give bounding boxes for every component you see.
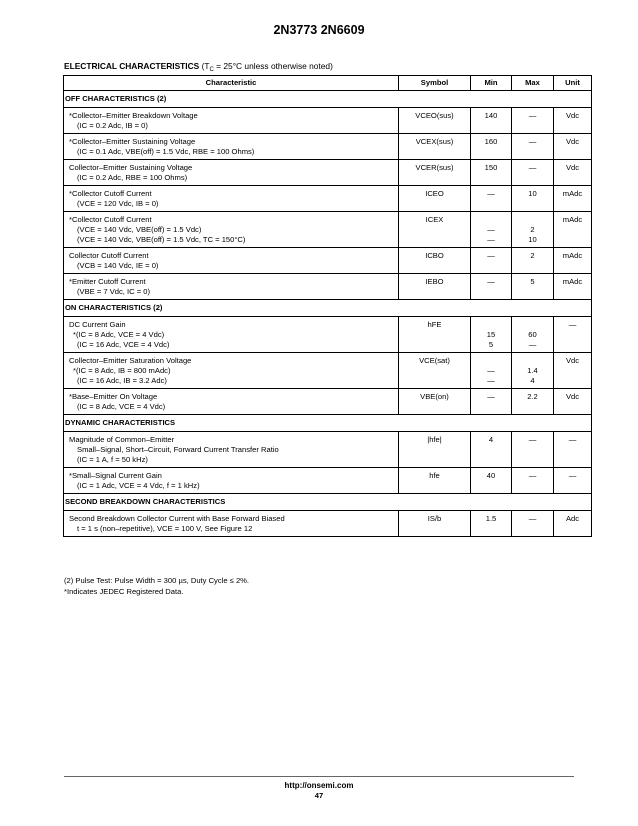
unit-cell: — [554, 468, 592, 494]
electrical-characteristics-table [63, 75, 592, 537]
table-row [64, 108, 592, 134]
unit-cell: — [554, 317, 592, 353]
symbol-cell: VBE(on) [399, 389, 471, 415]
test-condition: (IC = 0.1 Adc, VBE(off) = 1.5 Vdc, RBE = 100 Ohms) [77, 147, 255, 156]
characteristic-cell [64, 108, 399, 134]
max-cell: — [512, 160, 554, 186]
symbol-cell: VCEX(sus) [399, 134, 471, 160]
max-cell: 5 [512, 274, 554, 300]
test-condition: (IC = 0.2 Adc, IB = 0) [77, 121, 148, 130]
test-condition: (IC = 1 Adc, VCE = 4 Vdc, f = 1 kHz) [77, 481, 200, 490]
table-row [64, 468, 592, 494]
test-condition: (IC = 16 Adc, IB = 3.2 Adc) [77, 376, 167, 385]
table-row [64, 353, 592, 389]
min-cell: 160 [471, 134, 512, 160]
table-row [64, 160, 592, 186]
min-value: — [487, 376, 495, 385]
characteristic-cell [64, 432, 399, 468]
characteristic-name: *Collector–Emitter Breakdown Voltage [69, 111, 198, 120]
characteristic-name: *Collector Cutoff Current [69, 215, 152, 224]
max-cell [512, 353, 554, 389]
characteristic-cell [64, 134, 399, 160]
test-condition: (VCE = 120 Vdc, IB = 0) [77, 199, 159, 208]
test-condition: (VCE = 140 Vdc, VBE(off) = 1.5 Vdc, TC = 150°C) [77, 235, 246, 244]
min-cell: 4 [471, 432, 512, 468]
symbol-cell: hFE [399, 317, 471, 353]
spacer [471, 320, 511, 330]
test-condition: *(IC = 8 Adc, IB = 800 mAdc) [73, 366, 171, 375]
characteristic-name: Second Breakdown Collector Current with Base Forward Biased [69, 514, 285, 523]
min-value: — [487, 366, 495, 375]
group-label: DYNAMIC CHARACTERISTICS [64, 415, 592, 432]
test-condition: (IC = 16 Adc, VCE = 4 Vdc) [77, 340, 170, 349]
max-value: 4 [530, 376, 535, 385]
min-value: 5 [488, 340, 494, 349]
min-cell: 150 [471, 160, 512, 186]
symbol-cell: |hfe| [399, 432, 471, 468]
table-body [64, 91, 592, 537]
unit-cell: mAdc [554, 274, 592, 300]
symbol-cell: ICEX [399, 212, 471, 248]
group-label: SECOND BREAKDOWN CHARACTERISTICS [64, 494, 592, 511]
max-value: — [528, 340, 537, 349]
max-value: 60 [528, 330, 537, 339]
symbol-cell: VCER(sus) [399, 160, 471, 186]
min-cell [471, 317, 512, 353]
section-title: ELECTRICAL CHARACTERISTICS [64, 61, 200, 71]
test-condition: *(IC = 8 Adc, VCE = 4 Vdc) [73, 330, 165, 339]
characteristic-cell [64, 160, 399, 186]
characteristic-cell [64, 511, 399, 537]
page-footer [64, 776, 574, 800]
min-cell [471, 212, 512, 248]
table-row [64, 432, 592, 468]
group-header-row [64, 415, 592, 432]
min-cell [471, 353, 512, 389]
group-label: OFF CHARACTERISTICS (2) [64, 91, 592, 108]
max-cell: 2 [512, 248, 554, 274]
symbol-cell: ICEO [399, 186, 471, 212]
min-value: 15 [486, 330, 496, 339]
characteristic-cell [64, 274, 399, 300]
symbol-cell: IEBO [399, 274, 471, 300]
max-cell: — [512, 134, 554, 160]
spacer [471, 215, 511, 225]
pulse-test-note: (2) Pulse Test: Pulse Width = 300 µs, Duty Cycle ≤ 2%. [64, 576, 250, 585]
table-row [64, 511, 592, 537]
test-condition: Small–Signal, Short–Circuit, Forward Current Transfer Ratio [77, 445, 279, 454]
max-cell: — [512, 432, 554, 468]
table-row [64, 212, 592, 248]
unit-cell: mAdc [554, 248, 592, 274]
characteristic-name: Collector Cutoff Current [69, 251, 149, 260]
symbol-cell: IS/b [399, 511, 471, 537]
max-cell: 10 [512, 186, 554, 212]
table-row [64, 134, 592, 160]
document-title: 2N3773 2N6609 [273, 23, 365, 37]
table-row [64, 186, 592, 212]
test-condition: (VCE = 140 Vdc, VBE(off) = 1.5 Vdc) [77, 225, 202, 234]
characteristic-cell [64, 248, 399, 274]
max-cell: — [512, 468, 554, 494]
table-row [64, 248, 592, 274]
table-row [64, 274, 592, 300]
characteristic-name: *Collector Cutoff Current [69, 189, 152, 198]
test-condition: (IC = 8 Adc, VCE = 4 Vdc) [77, 402, 166, 411]
footnotes [64, 576, 249, 597]
min-cell: 40 [471, 468, 512, 494]
test-condition: (IC = 1 A, f = 50 kHz) [77, 455, 148, 464]
jedec-note: *Indicates JEDEC Registered Data. [64, 586, 184, 596]
table-header-row [64, 76, 592, 91]
min-cell: 1.5 [471, 511, 512, 537]
unit-cell: mAdc [554, 186, 592, 212]
min-cell: 140 [471, 108, 512, 134]
section-heading [64, 61, 333, 71]
max-value: 2 [530, 225, 535, 234]
header-characteristic: Characteristic [64, 76, 399, 91]
min-cell: — [471, 274, 512, 300]
footer-url[interactable]: http://onsemi.com [284, 781, 354, 790]
test-condition: t = 1 s (non–repetitive), VCE = 100 V, See Figure 12 [77, 524, 253, 533]
characteristic-name: *Emitter Cutoff Current [69, 277, 146, 286]
characteristic-name: *Base–Emitter On Voltage [69, 392, 158, 401]
header-max: Max [512, 76, 554, 91]
group-header-row [64, 300, 592, 317]
symbol-cell: VCE(sat) [399, 353, 471, 389]
characteristic-name: Collector–Emitter Saturation Voltage [69, 356, 192, 365]
group-label: ON CHARACTERISTICS (2) [64, 300, 592, 317]
min-value: — [487, 225, 495, 234]
header-symbol: Symbol [399, 76, 471, 91]
min-cell: — [471, 186, 512, 212]
spacer [512, 215, 553, 225]
min-cell: — [471, 389, 512, 415]
spacer [512, 320, 553, 330]
header-unit: Unit [554, 76, 592, 91]
max-cell [512, 212, 554, 248]
table-row [64, 317, 592, 353]
test-condition: (VBE = 7 Vdc, IC = 0) [77, 287, 151, 296]
characteristic-cell [64, 186, 399, 212]
unit-cell: mAdc [554, 212, 592, 248]
characteristic-name: *Small–Signal Current Gain [69, 471, 162, 480]
min-value: — [487, 235, 495, 244]
group-header-row [64, 494, 592, 511]
header-min: Min [471, 76, 512, 91]
unit-cell: Vdc [554, 108, 592, 134]
unit-cell: Vdc [554, 353, 592, 389]
unit-cell: — [554, 432, 592, 468]
max-value: 1.4 [527, 366, 538, 375]
characteristic-cell [64, 468, 399, 494]
symbol-cell: VCEO(sus) [399, 108, 471, 134]
spacer [471, 356, 511, 366]
unit-cell: Vdc [554, 160, 592, 186]
characteristic-cell [64, 212, 399, 248]
spacer [512, 356, 553, 366]
max-value: 10 [528, 235, 537, 244]
table-row [64, 389, 592, 415]
characteristic-name: DC Current Gain [69, 320, 126, 329]
min-cell: — [471, 248, 512, 274]
characteristic-cell [64, 353, 399, 389]
max-cell: — [512, 108, 554, 134]
max-cell [512, 317, 554, 353]
symbol-cell: hfe [399, 468, 471, 494]
characteristic-name: Collector–Emitter Sustaining Voltage [69, 163, 193, 172]
unit-cell: Vdc [554, 389, 592, 415]
characteristic-name: *Collector–Emitter Sustaining Voltage [69, 137, 196, 146]
group-header-row [64, 91, 592, 108]
test-condition: (IC = 0.2 Adc, RBE = 100 Ohms) [77, 173, 188, 182]
max-cell: — [512, 511, 554, 537]
section-condition: ($T_C = 25^\circ C$ unless otherwise noted) [201, 61, 333, 73]
unit-cell: Adc [554, 511, 592, 537]
test-condition: (VCB = 140 Vdc, IE = 0) [77, 261, 159, 270]
unit-cell: Vdc [554, 134, 592, 160]
symbol-cell: ICBO [399, 248, 471, 274]
page-number: 47 [314, 791, 324, 800]
characteristic-name: Magnitude of Common–Emitter [69, 435, 175, 444]
characteristic-cell [64, 317, 399, 353]
characteristic-cell [64, 389, 399, 415]
max-cell: 2.2 [512, 389, 554, 415]
